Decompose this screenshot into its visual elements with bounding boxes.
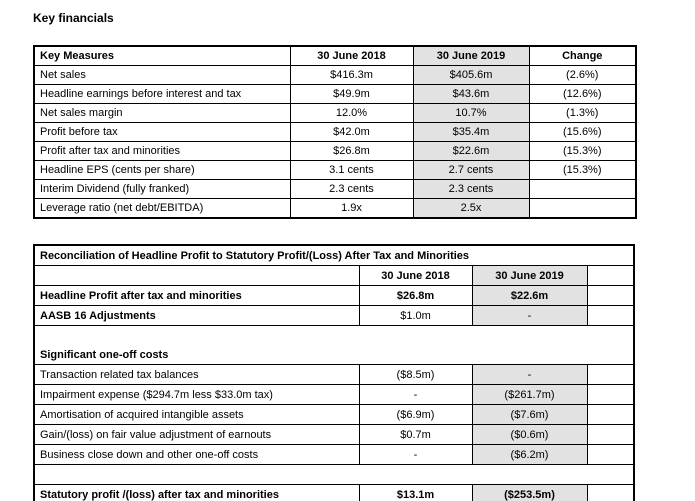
- value-2019: $405.6m: [413, 66, 529, 85]
- value-2018: 3.1 cents: [290, 161, 413, 180]
- table-row: [34, 85, 636, 104]
- value-2019: $35.4m: [413, 123, 529, 142]
- value-2019: ($253.5m): [472, 485, 587, 501]
- value-2019: ($7.6m): [472, 405, 587, 425]
- value-2019: 10.7%: [413, 104, 529, 123]
- value-2019: ($6.2m): [472, 445, 587, 465]
- empty-cell: [587, 445, 634, 465]
- table-row: [34, 104, 636, 123]
- column-header-2018: 30 June 2018: [290, 46, 413, 66]
- table-row: [34, 180, 636, 199]
- empty-cell: [34, 266, 359, 286]
- table-row: [34, 365, 634, 385]
- value-2019: $22.6m: [472, 286, 587, 306]
- table-row: [34, 286, 634, 306]
- table-row: [34, 425, 634, 445]
- value-2018: $26.8m: [290, 142, 413, 161]
- value-2018: $49.9m: [290, 85, 413, 104]
- table-title-row: [34, 245, 634, 266]
- value-2018: 12.0%: [290, 104, 413, 123]
- column-header-2019: 30 June 2019: [413, 46, 529, 66]
- table-title: Reconciliation of Headline Profit to Statutory Profit/(Loss) After Tax and Minorities: [34, 245, 634, 266]
- table-row: [34, 405, 634, 425]
- table-row: [34, 123, 636, 142]
- measure-label: Statutory profit /(loss) after tax and minorities: [34, 485, 359, 501]
- measure-label: Net sales margin: [34, 104, 290, 123]
- empty-cell: [587, 385, 634, 405]
- table-row: [34, 199, 636, 219]
- value-2018: -: [359, 385, 472, 405]
- value-2018: $42.0m: [290, 123, 413, 142]
- value-2018: $1.0m: [359, 306, 472, 326]
- table-row: [34, 142, 636, 161]
- empty-cell: [34, 465, 634, 485]
- measure-label: Amortisation of acquired intangible assets: [34, 405, 359, 425]
- value-2019: ($261.7m): [472, 385, 587, 405]
- change-value: (2.6%): [529, 66, 636, 85]
- measure-label: Business close down and other one-off costs: [34, 445, 359, 465]
- value-2018: $26.8m: [359, 286, 472, 306]
- value-2019: 2.3 cents: [413, 180, 529, 199]
- table-row: [34, 445, 634, 465]
- value-2018: $416.3m: [290, 66, 413, 85]
- table-header-row: [34, 46, 636, 66]
- measure-label: Leverage ratio (net debt/EBITDA): [34, 199, 290, 219]
- table-row: [34, 385, 634, 405]
- value-2019: -: [472, 365, 587, 385]
- column-header-2019: 30 June 2019: [472, 266, 587, 286]
- reconciliation-table: [33, 244, 635, 501]
- empty-cell: [587, 266, 634, 286]
- empty-cell: [587, 365, 634, 385]
- table-row: [34, 306, 634, 326]
- measure-label: Impairment expense ($294.7m less $33.0m tax): [34, 385, 359, 405]
- value-2018: 2.3 cents: [290, 180, 413, 199]
- measure-label: Net sales: [34, 66, 290, 85]
- empty-cell: [34, 326, 634, 346]
- measure-label: AASB 16 Adjustments: [34, 306, 359, 326]
- column-header-measures: Key Measures: [34, 46, 290, 66]
- change-value: (15.6%): [529, 123, 636, 142]
- value-2018: $13.1m: [359, 485, 472, 501]
- empty-cell: [587, 485, 634, 501]
- measure-label: Headline earnings before interest and tax: [34, 85, 290, 104]
- change-value: (15.3%): [529, 161, 636, 180]
- change-value: [529, 199, 636, 219]
- spacer-row: [34, 326, 634, 346]
- value-2019: $22.6m: [413, 142, 529, 161]
- empty-cell: [587, 425, 634, 445]
- value-2019: ($0.6m): [472, 425, 587, 445]
- value-2018: -: [359, 445, 472, 465]
- change-value: (15.3%): [529, 142, 636, 161]
- column-header-change: Change: [529, 46, 636, 66]
- measure-label: Transaction related tax balances: [34, 365, 359, 385]
- key-measures-table: [33, 45, 637, 219]
- value-2019: -: [472, 306, 587, 326]
- measure-label: Profit after tax and minorities: [34, 142, 290, 161]
- change-value: (12.6%): [529, 85, 636, 104]
- measure-label: Headline EPS (cents per share): [34, 161, 290, 180]
- value-2019: 2.7 cents: [413, 161, 529, 180]
- empty-cell: [587, 306, 634, 326]
- section-header: Significant one-off costs: [34, 345, 634, 365]
- value-2018: ($8.5m): [359, 365, 472, 385]
- value-2018: 1.9x: [290, 199, 413, 219]
- value-2019: 2.5x: [413, 199, 529, 219]
- value-2018: $0.7m: [359, 425, 472, 445]
- change-value: [529, 180, 636, 199]
- table-total-row: [34, 485, 634, 501]
- empty-cell: [587, 405, 634, 425]
- change-value: (1.3%): [529, 104, 636, 123]
- measure-label: Interim Dividend (fully franked): [34, 180, 290, 199]
- measure-label: Headline Profit after tax and minorities: [34, 286, 359, 306]
- table-row: [34, 161, 636, 180]
- section-header-row: [34, 345, 634, 365]
- empty-cell: [587, 286, 634, 306]
- spacer-row: [34, 465, 634, 485]
- page-title: Key financials: [33, 11, 114, 25]
- measure-label: Gain/(loss) on fair value adjustment of earnouts: [34, 425, 359, 445]
- value-2019: $43.6m: [413, 85, 529, 104]
- measure-label: Profit before tax: [34, 123, 290, 142]
- table-header-row: [34, 266, 634, 286]
- value-2018: ($6.9m): [359, 405, 472, 425]
- table-row: [34, 66, 636, 85]
- column-header-2018: 30 June 2018: [359, 266, 472, 286]
